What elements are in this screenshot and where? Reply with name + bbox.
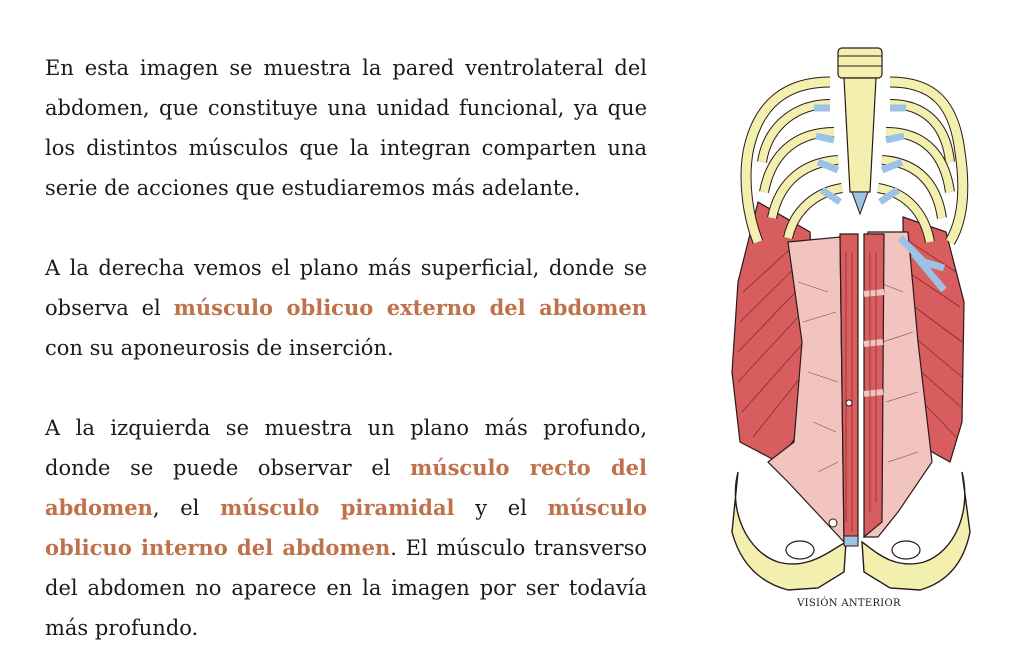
figure-caption: VISIÓN ANTERIOR <box>797 598 901 609</box>
paragraph-intro-text: En esta imagen se muestra la pared ventrolateral del abdomen, que constituye una unidad funcional, ya que los distintos músculos que la integran comparten una serie de acciones que estudiaremos más adelante. <box>45 56 647 200</box>
paragraph-text: con su aponeurosis de inserción. <box>45 336 394 360</box>
paragraph-text: A la izquierda se muestra un plano más profundo, donde se puede observar el <box>45 416 647 480</box>
paragraph-intro <box>45 48 647 208</box>
term-pyramidalis[interactable]: músculo piramidal <box>220 495 455 520</box>
paragraph-text: y el <box>454 496 548 520</box>
paragraph-text: A la derecha vemos el plano más superficial, donde se observa el <box>45 256 647 320</box>
term-internal-oblique[interactable]: músculo oblicuo interno del abdomen <box>45 495 647 560</box>
term-external-oblique[interactable]: músculo oblicuo externo del abdomen <box>173 295 647 320</box>
sternum <box>838 48 882 214</box>
paragraph-text: , el <box>152 496 221 520</box>
paragraph-deep <box>45 408 647 648</box>
term-rectus-abdominis[interactable]: músculo recto del abdomen <box>45 455 647 520</box>
abdominal-wall-illustration <box>718 42 980 592</box>
paragraph-text: . El músculo transverso del abdomen no aparece en la imagen por ser todavía más profundo. <box>45 536 647 640</box>
text-column <box>45 48 647 648</box>
paragraph-superficial <box>45 248 647 368</box>
